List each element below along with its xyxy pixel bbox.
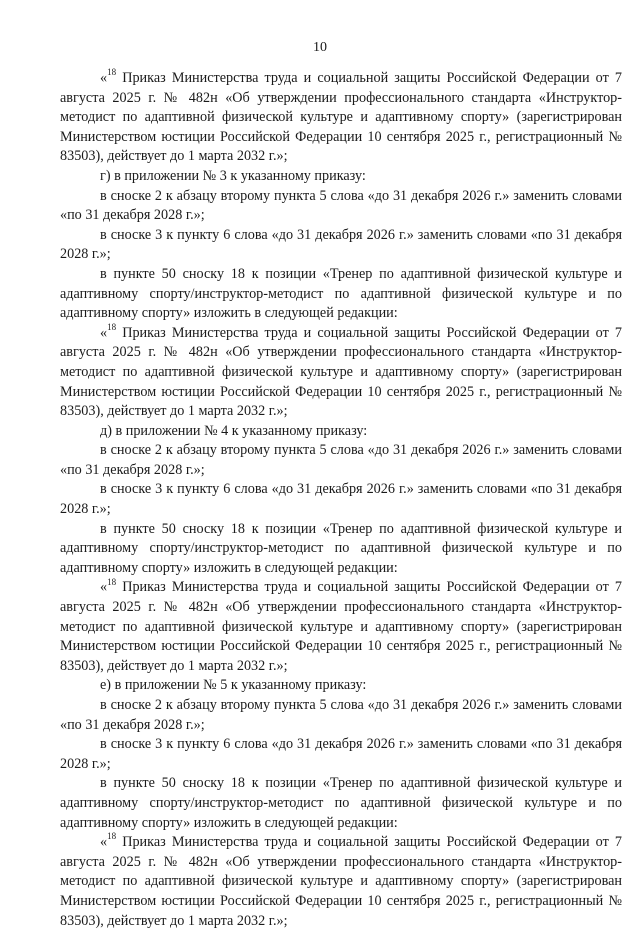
paragraph-item-50-change xyxy=(60,520,622,579)
paragraph-text: Приказ Министерства труда и социальной защиты Российской Федерации от 7 августа 2025 г. № 482н «Об утверждении профессионального стандарта «Инструктор-методист по адаптивной физической культуре и адаптивному спорту» (зарегистрирован Министерством юстиции Российской Федерации 10 сентября 2025 г., регистрационный № 83503), действует до 1 марта 2032 г.»; xyxy=(60,579,622,674)
paragraph-subitem-e xyxy=(60,676,622,696)
paragraph-text: г) в приложении № 3 к указанному приказу: xyxy=(100,167,366,184)
quote-mark: « xyxy=(100,834,108,851)
paragraph-text: в сноске 3 к пункту 6 слова «до 31 декабря 2026 г.» заменить словами «по 31 декабря 2028 г.»; xyxy=(60,481,622,518)
paragraph-footnote-2-change xyxy=(60,441,622,480)
paragraph-footnote-18 xyxy=(60,69,622,167)
paragraph-text: в сноске 2 к абзацу второму пункта 5 слова «до 31 декабря 2026 г.» заменить словами «по 31 декабря 2028 г.»; xyxy=(60,697,622,733)
document-body xyxy=(60,69,622,931)
paragraph-text: в пункте 50 сноску 18 к позиции «Тренер по адаптивной физической культуре и адаптивному спорту/инструктор-методист по адаптивной физической культуре и по адаптивному спорту» изложить в следующей редакции: xyxy=(60,520,622,576)
paragraph-text: в пункте 50 сноску 18 к позиции «Тренер по адаптивной физической культуре и адаптивному спорту/инструктор-методист по адаптивной физической культуре и по адаптивному спорту» изложить в следующей редакции: xyxy=(60,265,622,322)
paragraph-footnote-2-change xyxy=(60,696,622,735)
paragraph-text: д) в приложении № 4 к указанному приказу: xyxy=(100,422,368,439)
paragraph-item-50-change xyxy=(60,774,622,833)
paragraph-text: Приказ Министерства труда и социальной защиты Российской Федерации от 7 августа 2025 г. № 482н «Об утверждении профессионального стандарта «Инструктор-методист по адаптивной физической культуре и адаптивному спорту» (зарегистрирован Министерством юстиции Российской Федерации 10 сентября 2025 г., регистрационный № 83503), действует до 1 марта 2032 г.»; xyxy=(60,70,622,165)
paragraph-footnote-3-change xyxy=(60,226,622,265)
quote-mark: « xyxy=(100,70,108,86)
paragraph-text: в пункте 50 сноску 18 к позиции «Тренер по адаптивной физической культуре и адаптивному спорту/инструктор-методист по адаптивной физической культуре и по адаптивному спорту» изложить в следующей редакции: xyxy=(60,775,622,831)
paragraph-text: Приказ Министерства труда и социальной защиты Российской Федерации от 7 августа 2025 г. № 482н «Об утверждении профессионального стандарта «Инструктор-методист по адаптивной физической культуре и адаптивному спорту» (зарегистрирован Министерством юстиции Российской Федерации 10 сентября 2025 г., регистрационный № 83503), действует до 1 марта 2032 г.»; xyxy=(60,834,622,929)
paragraph-text: в сноске 2 к абзацу второму пункта 5 слова «до 31 декабря 2026 г.» заменить словами «по 31 декабря 2028 г.»; xyxy=(60,442,622,478)
paragraph-subitem-d xyxy=(60,422,622,442)
paragraph-text: в сноске 2 к абзацу второму пункта 5 слова «до 31 декабря 2026 г.» заменить словами «по 31 декабря 2028 г.»; xyxy=(60,187,622,224)
footnote-marker: 18 xyxy=(107,321,117,332)
page-number: 10 xyxy=(313,40,327,55)
footnote-marker: 18 xyxy=(107,576,117,587)
paragraph-footnote-18 xyxy=(60,321,622,422)
quote-mark: « xyxy=(100,324,108,341)
paragraph-text: Приказ Министерства труда и социальной защиты Российской Федерации от 7 августа 2025 г. № 482н «Об утверждении профессионального стандарта «Инструктор-методист по адаптивной физической культуре и адаптивному спорту» (зарегистрирован Министерством юстиции Российской Федерации 10 сентября 2025 г., регистрационный № 83503), действует до 1 марта 2032 г.»; xyxy=(60,324,622,420)
paragraph-footnote-18 xyxy=(60,833,622,931)
paragraph-subitem-g xyxy=(60,167,622,187)
quote-mark: « xyxy=(100,579,108,596)
paragraph-footnote-2-change xyxy=(60,187,622,226)
footnote-marker: 18 xyxy=(107,67,117,78)
paragraph-text: в сноске 3 к пункту 6 слова «до 31 декабря 2026 г.» заменить словами «по 31 декабря 2028 г.»; xyxy=(60,736,622,772)
paragraph-footnote-18 xyxy=(60,578,622,676)
paragraph-footnote-3-change xyxy=(60,735,622,774)
footnote-marker: 18 xyxy=(107,831,117,842)
paragraph-text: е) в приложении № 5 к указанному приказу: xyxy=(100,677,367,694)
paragraph-item-50-change xyxy=(60,265,622,324)
paragraph-text: в сноске 3 к пункту 6 слова «до 31 декабря 2026 г.» заменить словами «по 31 декабря 2028 г.»; xyxy=(60,226,622,263)
paragraph-footnote-3-change xyxy=(60,480,622,519)
